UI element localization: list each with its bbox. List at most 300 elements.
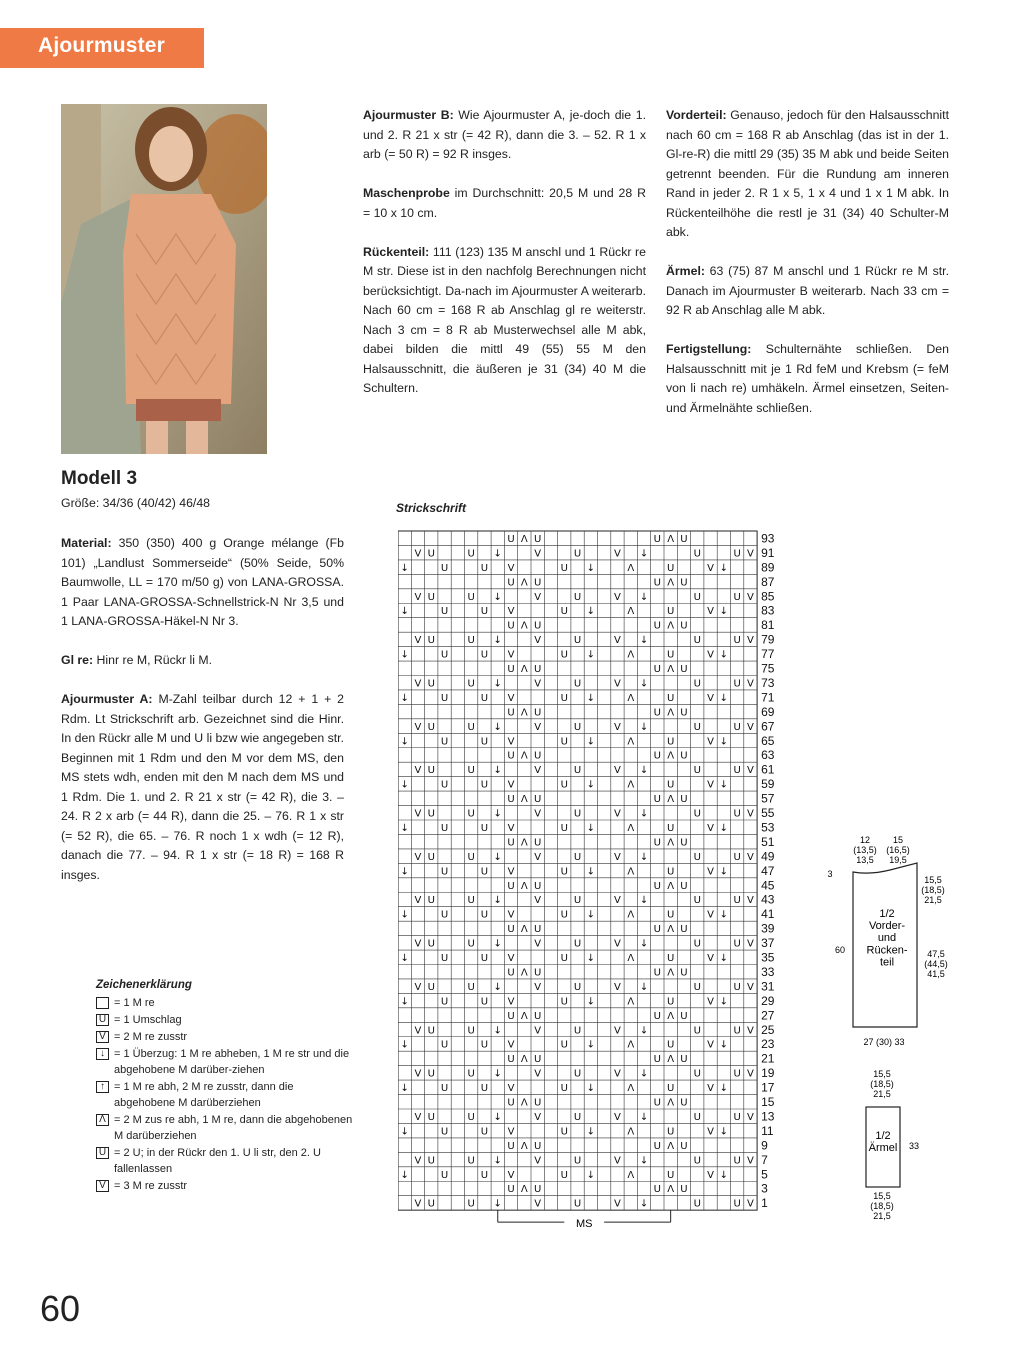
chart-symbol: U <box>440 953 449 964</box>
chart-symbol: V <box>507 736 515 748</box>
shoulder-width-label: 15 (16,5) 19,5 <box>886 835 910 865</box>
chart-symbol: U <box>573 808 582 820</box>
row-label: 23 <box>761 1037 775 1052</box>
paragraph-text: Genauso, jedoch für den Halsausschnitt nach 60 cm = 168 R ab Anschlag (das ist in der 1. Gl-re-R) die mittl 29 (35) 35 M abk und beide Seiten getrennt beenden. Für die Rundung am inneren Rand in jeder 2. R 1 x 5, 1 x 4 und 1 x 1 M abk. In Rückenteilhöhe die restl je 31 (34) 40 Schulter-M abk. <box>666 108 949 239</box>
chart-symbol: Λ <box>627 953 635 964</box>
body-height-label: 60 <box>834 945 846 955</box>
chart-symbol: U <box>560 692 568 704</box>
chart-symbol: U <box>680 750 688 762</box>
chart-symbol: Λ <box>520 620 528 632</box>
chart-symbol: U <box>653 707 662 719</box>
row-label: 91 <box>761 545 775 560</box>
chart-symbol: V <box>707 736 714 748</box>
chart-symbol: Λ <box>627 1039 635 1051</box>
legend-arrow-icon: ↓ <box>96 1048 109 1060</box>
chart-symbol: Λ <box>667 1097 675 1109</box>
row-label: 89 <box>761 560 775 575</box>
chart-symbol: ↓ <box>586 996 596 1008</box>
legend-item <box>96 1046 356 1078</box>
chart-symbol: V <box>614 938 621 950</box>
chart-symbol: V <box>507 909 515 921</box>
row-label: 79 <box>761 632 775 647</box>
chart-symbol: Λ <box>667 837 675 849</box>
chart-symbol: V <box>707 779 714 791</box>
model-title: Modell 3 <box>61 468 138 489</box>
row-label: 11 <box>761 1123 774 1138</box>
row-label: 47 <box>761 863 775 878</box>
chart-symbol: U <box>467 678 475 690</box>
chart-symbol: ↓ <box>400 996 409 1008</box>
chart-symbol: ↓ <box>586 1039 596 1051</box>
chart-symbol: U <box>666 1039 675 1051</box>
chart-symbol: V <box>747 1155 754 1167</box>
chart-symbol: U <box>680 794 688 806</box>
chart-symbol: V <box>747 765 754 777</box>
chart-symbol: U <box>480 909 489 921</box>
chart-symbol: ↓ <box>719 1083 729 1095</box>
row-label: 67 <box>761 719 775 734</box>
chart-symbol: ↓ <box>400 909 409 921</box>
chart-symbol: V <box>507 562 515 574</box>
chart-symbol: Λ <box>627 1083 635 1095</box>
chart-symbol: V <box>414 548 422 560</box>
row-label: 51 <box>761 834 775 849</box>
chart-symbol: ↓ <box>400 649 409 661</box>
chart-symbol: ↓ <box>493 1068 502 1080</box>
chart-symbol: V <box>707 1083 714 1095</box>
chart-symbol: U <box>533 533 542 545</box>
armhole-label: 15,5 (18,5) 21,5 <box>921 875 945 905</box>
chart-symbol: V <box>747 1068 754 1080</box>
chart-symbol: ↓ <box>719 1039 729 1051</box>
chart-symbol: V <box>747 981 754 993</box>
sleeve-label: 1/2 Ärmel <box>868 1130 898 1155</box>
chart-symbol: U <box>560 822 568 834</box>
chart-symbol: U <box>507 577 515 589</box>
chart-symbol: U <box>733 1068 741 1080</box>
chart-symbol: ↓ <box>586 909 596 921</box>
chart-symbol: V <box>534 895 542 907</box>
side-length-label: 47,5 (44,5) 41,5 <box>924 949 948 979</box>
chart-symbol: U <box>693 981 701 993</box>
chart-symbol: V <box>414 938 422 950</box>
chart-symbol: V <box>414 591 422 603</box>
chart-symbol: U <box>427 591 435 603</box>
chart-symbol: ↓ <box>400 953 409 964</box>
chart-symbol: U <box>680 880 688 892</box>
chart-symbol: U <box>440 909 449 921</box>
chart-symbol: V <box>534 678 542 690</box>
legend <box>96 979 356 1195</box>
chart-symbol: U <box>533 1010 542 1022</box>
chart-symbol: U <box>560 1126 568 1138</box>
chart-symbol: Λ <box>627 822 635 834</box>
paragraph-label: Vorderteil: <box>666 108 727 122</box>
chart-symbol: U <box>427 808 435 820</box>
row-label: 73 <box>761 675 775 690</box>
chart-symbol: V <box>414 1111 422 1123</box>
chart-symbol: U <box>467 1198 475 1210</box>
chart-symbol: Λ <box>667 533 675 545</box>
row-label: 25 <box>761 1022 775 1037</box>
legend-item <box>96 1112 356 1144</box>
chart-symbol: U <box>560 996 568 1008</box>
chart-symbol: U <box>507 1010 515 1022</box>
paragraph-label: Ajourmuster B: <box>363 108 454 122</box>
chart-symbol: U <box>573 1025 582 1037</box>
chart-symbol: Λ <box>520 880 528 892</box>
ms-label: MS <box>575 1218 593 1229</box>
chart-symbol: V <box>707 909 714 921</box>
row-label: 57 <box>761 791 775 806</box>
chart-symbol: ↓ <box>400 779 409 791</box>
chart-symbol: V <box>534 981 542 993</box>
neck-width-label: 12 (13,5) 13,5 <box>853 835 877 865</box>
chart-symbol: U <box>680 1097 688 1109</box>
chart-symbol: U <box>440 822 449 834</box>
chart-symbol: U <box>666 822 675 834</box>
chart-symbol: U <box>440 996 449 1008</box>
chart-symbol: U <box>467 1155 475 1167</box>
chart-symbol: ↓ <box>586 1126 596 1138</box>
chart-symbol: V <box>507 606 515 618</box>
chart-symbol: U <box>560 736 568 748</box>
chart-symbol: ↓ <box>639 635 649 647</box>
chart-symbol: V <box>747 678 754 690</box>
chart-symbol: Λ <box>520 1054 528 1066</box>
chart-symbol: U <box>573 1068 582 1080</box>
legend-text: = 1 Überzug: 1 M re abheben, 1 M re str und die abgehobene M darüber-ziehen <box>114 1048 350 1076</box>
chart-symbol: V <box>614 1198 621 1210</box>
chart-symbol: V <box>507 1083 515 1095</box>
chart-symbol: Λ <box>667 1184 675 1196</box>
chart-symbol: ↓ <box>719 649 729 661</box>
chart-symbol: U <box>533 794 542 806</box>
chart-symbol: ↓ <box>639 721 649 733</box>
chart-symbol: U <box>533 1140 542 1152</box>
chart-symbol: U <box>733 721 741 733</box>
chart-symbol: ↓ <box>493 678 502 690</box>
chart-symbol: V <box>414 1198 422 1210</box>
chart-symbol: U <box>733 938 741 950</box>
sleeve-bottom-label: 15,5 (18,5) 21,5 <box>870 1191 894 1221</box>
legend-VV-icon: V <box>96 1180 109 1192</box>
chart-symbol: U <box>573 635 582 647</box>
chart-symbol: ↓ <box>719 1126 729 1138</box>
chart-symbol: V <box>534 591 542 603</box>
section-banner <box>0 28 204 68</box>
chart-symbol: U <box>480 736 489 748</box>
chart-symbol: U <box>733 548 741 560</box>
chart-symbol: U <box>480 606 489 618</box>
chart-symbol: U <box>560 562 568 574</box>
chart-symbol: ↓ <box>586 866 596 878</box>
chart-symbol: V <box>707 649 714 661</box>
chart-symbol: U <box>560 866 568 878</box>
chart-symbol: U <box>693 1198 701 1210</box>
model-photo <box>61 104 267 454</box>
chart-symbol: ↓ <box>719 779 729 791</box>
col1-paragraph <box>363 106 646 165</box>
legend-text: = 2 U; in der Rückr den 1. U li str, den 2. U fallenlassen <box>114 1147 321 1175</box>
chart-symbol: U <box>467 591 475 603</box>
chart-symbol: ↓ <box>586 736 596 748</box>
chart-symbol: Λ <box>627 866 635 878</box>
col1-paragraph <box>363 243 646 399</box>
chart-symbol: ↓ <box>400 1039 409 1051</box>
chart-symbol: Λ <box>627 736 635 748</box>
chart-symbol: U <box>440 562 449 574</box>
chart-symbol: V <box>534 721 542 733</box>
chart-symbol: U <box>480 866 489 878</box>
chart-symbol: U <box>653 1097 662 1109</box>
body-width-label: 27 (30) 33 <box>863 1037 905 1047</box>
chart-symbol: ↓ <box>586 953 596 964</box>
chart-symbol: U <box>733 1025 741 1037</box>
chart-symbol: V <box>614 981 621 993</box>
chart-symbol: V <box>507 1126 515 1138</box>
chart-symbol: V <box>614 895 621 907</box>
chart-symbol: U <box>693 1155 701 1167</box>
chart-symbol: Λ <box>520 967 528 979</box>
row-label: 65 <box>761 733 775 748</box>
chart-symbol: V <box>747 1025 754 1037</box>
chart-symbol: U <box>440 692 449 704</box>
chart-symbol: V <box>534 1198 542 1210</box>
chart-symbol: U <box>533 707 542 719</box>
paragraph-text: 350 (350) 400 g Orange mélange (Fb 101) „Landlust Sommerseide“ (50% Seide, 50% Baumwolle, LL = 170 m/50 g) von LANA-GROSSA. 1 Paar LANA-GROSSA-Schnellstrick-N Nr 3,5 und 1 LANA-GROSSA-Häkel-N Nr 3. <box>61 536 344 628</box>
chart-symbol: ↓ <box>639 1155 649 1167</box>
chart-symbol: U <box>680 533 688 545</box>
chart-symbol: U <box>480 1039 489 1051</box>
chart-symbol: V <box>507 779 515 791</box>
chart-symbol: ↓ <box>493 851 502 863</box>
legend-item <box>96 995 356 1011</box>
paragraph-text: im Durchschnitt: 20,5 M und 28 R = 10 x 10 cm. <box>363 186 646 220</box>
chart-symbol: V <box>707 1126 714 1138</box>
chart-title: Strickschrift <box>396 501 467 515</box>
chart-symbol: V <box>614 548 621 560</box>
chart-symbol: V <box>747 1111 754 1123</box>
chart-symbol: V <box>414 635 422 647</box>
paragraph-label: Rückenteil: <box>363 244 430 259</box>
chart-symbol: Λ <box>667 750 675 762</box>
chart-symbol: U <box>560 953 568 964</box>
chart-symbol: U <box>573 765 582 777</box>
chart-symbol: Λ <box>627 909 635 921</box>
chart-symbol: Λ <box>627 1169 635 1181</box>
chart-symbol: U <box>573 938 582 950</box>
chart-symbol: U <box>440 779 449 791</box>
chart-symbol: V <box>747 591 754 603</box>
chart-symbol: ↓ <box>400 606 409 618</box>
chart-symbol: ↓ <box>639 808 649 820</box>
chart-symbol: U <box>427 1025 435 1037</box>
chart-symbol: ↓ <box>493 938 502 950</box>
chart-symbol: U <box>533 1054 542 1066</box>
chart-symbol: V <box>614 851 621 863</box>
col2-paragraph <box>666 262 949 321</box>
chart-symbol: U <box>507 533 515 545</box>
legend-text: = 3 M re zusstr <box>114 1180 188 1192</box>
chart-symbol: ↓ <box>400 562 409 574</box>
chart-symbol: U <box>653 750 662 762</box>
chart-symbol: Λ <box>667 1140 675 1152</box>
chart-symbol: ↓ <box>719 562 729 574</box>
row-label: 9 <box>761 1138 768 1153</box>
chart-symbol: U <box>507 707 515 719</box>
chart-symbol: ↓ <box>586 649 596 661</box>
chart-symbol: U <box>560 779 568 791</box>
chart-symbol: U <box>573 721 582 733</box>
chart-symbol: U <box>480 1126 489 1138</box>
chart-symbol: V <box>707 606 714 618</box>
chart-symbol: V <box>534 851 542 863</box>
chart-symbol: ↓ <box>400 692 409 704</box>
chart-symbol: U <box>427 1155 435 1167</box>
paragraph-text: Hinr re M, Rückr li M. <box>93 653 212 667</box>
chart-symbol: U <box>427 721 435 733</box>
chart-symbol: ↓ <box>493 895 502 907</box>
chart-symbol: V <box>614 721 621 733</box>
chart-symbol: U <box>680 1184 688 1196</box>
chart-symbol: U <box>680 1054 688 1066</box>
chart-symbol: ↓ <box>719 606 729 618</box>
chart-symbol: V <box>747 808 754 820</box>
chart-symbol: U <box>480 562 489 574</box>
chart-symbol: ↓ <box>493 765 502 777</box>
chart-symbol: U <box>653 1054 662 1066</box>
chart-symbol: U <box>693 678 701 690</box>
chart-symbol: V <box>534 1155 542 1167</box>
chart-symbol: U <box>693 1111 701 1123</box>
chart-symbol: U <box>560 1169 568 1181</box>
chart-symbol: U <box>680 664 688 675</box>
chart-symbol: V <box>414 1025 422 1037</box>
row-label: 85 <box>761 589 775 604</box>
chart-symbol: ↓ <box>639 851 649 863</box>
chart-symbol: ↓ <box>639 1111 649 1123</box>
chart-symbol: U <box>653 1140 662 1152</box>
paragraph-label: Ajourmuster A: <box>61 692 153 706</box>
row-label: 77 <box>761 647 775 662</box>
row-label: 19 <box>761 1066 775 1081</box>
chart-symbol: V <box>747 1198 754 1210</box>
row-label: 3 <box>761 1181 768 1196</box>
paragraph-text: 63 (75) 87 M anschl und 1 Rückr re M str. Danach im Ajourmuster B weiterarb. Nach 33 cm = 92 R ab Anschlag alle M abk. <box>666 264 949 317</box>
chart-symbol: U <box>507 750 515 762</box>
chart-symbol: ↓ <box>493 548 502 560</box>
chart-symbol: Λ <box>667 880 675 892</box>
chart-symbol: U <box>427 1198 435 1210</box>
chart-symbol: ↓ <box>493 1111 502 1123</box>
chart-symbol: ↓ <box>639 1068 649 1080</box>
chart-symbol: U <box>573 678 582 690</box>
chart-symbol: V <box>614 808 621 820</box>
row-label: 61 <box>761 762 775 777</box>
chart-symbol: V <box>747 635 754 647</box>
chart-symbol: U <box>733 1111 741 1123</box>
chart-symbol: U <box>573 895 582 907</box>
chart-symbol: U <box>533 1184 542 1196</box>
chart-symbol: U <box>693 591 701 603</box>
chart-symbol: U <box>680 577 688 589</box>
row-label: 53 <box>761 820 775 835</box>
chart-symbol: U <box>480 822 489 834</box>
chart-symbol: U <box>693 721 701 733</box>
chart-symbol: ↓ <box>586 1169 596 1181</box>
chart-symbol: U <box>653 924 662 936</box>
chart-symbol: U <box>467 981 475 993</box>
chart-symbol: U <box>467 1068 475 1080</box>
chart-symbol: Λ <box>627 779 635 791</box>
chart-symbol: U <box>467 635 475 647</box>
legend-text: = 2 M zus re abh, 1 M re, dann die abgehobenen M darüberziehen <box>114 1114 353 1142</box>
legend-empty-icon <box>96 997 109 1009</box>
chart-symbol: Λ <box>520 794 528 806</box>
chart-symbol: ↓ <box>586 692 596 704</box>
chart-symbol: U <box>467 1025 475 1037</box>
chart-symbol: U <box>467 765 475 777</box>
row-label: 37 <box>761 936 775 951</box>
chart-symbol: U <box>467 1111 475 1123</box>
row-label: 83 <box>761 603 775 618</box>
text-column-3 <box>61 534 344 905</box>
paragraph-text: M-Zahl teilbar durch 12 + 1 + 2 Rdm. Lt Strickschrift arb. Gezeichnet sind die Hinr. In den Rückr alle M und U li bzw wie angegeben str. Beginnen mit 1 Rdm und den M vor dem MS, den MS stets wdh, enden mit den M nach dem MS und 1 Rdm. Die 1. und 2. R 21 x str (= 42 R), die 3. – 24. R 2 x arb (= 44 R), dann die 25. – 76. R 1 x str (= 52 R), die 65. – 76. R noch 1 x wdh (= 12 R), danach die 77. – 94. R 1 x str (= 18 R) = 168 R insges. <box>61 692 345 882</box>
chart-symbol: ↓ <box>719 692 729 704</box>
chart-symbol: V <box>614 678 621 690</box>
row-label: 7 <box>761 1152 768 1167</box>
row-label: 41 <box>761 907 775 922</box>
legend-text: = 1 Umschlag <box>114 1014 182 1026</box>
legend-title: Zeichenerklärung <box>96 979 192 991</box>
chart-symbol: U <box>427 1068 435 1080</box>
chart-symbol: U <box>533 967 542 979</box>
chart-symbol: Λ <box>667 577 675 589</box>
schematic <box>820 835 970 1230</box>
chart-symbol: U <box>507 1184 515 1196</box>
chart-symbol: V <box>414 981 422 993</box>
chart-symbol: U <box>507 880 515 892</box>
paragraph-text: Wie Ajourmuster A, je-doch die 1. und 2. R 21 x str (= 42 R), dann die 3. – 52. R 1 x arb (= 50 R) = 92 R insges. <box>363 108 646 161</box>
chart-symbol: U <box>653 533 662 545</box>
text-column-1 <box>363 106 646 418</box>
chart-symbol: ↓ <box>719 1169 729 1181</box>
chart-symbol: V <box>707 822 714 834</box>
chart-symbol: Λ <box>520 924 528 936</box>
legend-text: = 2 M re zusstr <box>114 1031 188 1043</box>
chart-symbol: ↓ <box>493 1025 502 1037</box>
chart-symbol: V <box>747 895 754 907</box>
row-label: 49 <box>761 849 775 864</box>
chart-symbol: ↓ <box>400 1083 409 1095</box>
chart-symbol: ↓ <box>639 981 649 993</box>
chart-symbol: ↓ <box>586 1083 596 1095</box>
chart-symbol: U <box>427 765 435 777</box>
paragraph-text: 111 (123) 135 M anschl und 1 Rückr re M str. Diese ist in den nachfolg Berechnungen nicht berücksichtigt. Da-nach im Ajourmuster A weiterarb. Nach 60 cm = 168 R ab Anschlag gl re weiterstr. Nach 3 cm = 8 R ab Musterwechsel alle M abk, dabei bilden die mittl 49 (55) 55 M den Halsausschnitt, die äußeren je 31 (34) 40 M die Schultern. <box>363 244 646 395</box>
chart-symbol: U <box>507 664 515 675</box>
chart-symbol: U <box>467 721 475 733</box>
chart-symbol: ↓ <box>586 822 596 834</box>
chart-symbol: U <box>693 808 701 820</box>
chart-symbol: U <box>480 779 489 791</box>
legend-item <box>96 1145 356 1177</box>
chart-symbol: ↓ <box>639 1025 649 1037</box>
chart-symbol: U <box>560 649 568 661</box>
chart-symbol: V <box>747 851 754 863</box>
chart-symbol: ↓ <box>639 765 649 777</box>
chart-symbol: U <box>427 548 435 560</box>
